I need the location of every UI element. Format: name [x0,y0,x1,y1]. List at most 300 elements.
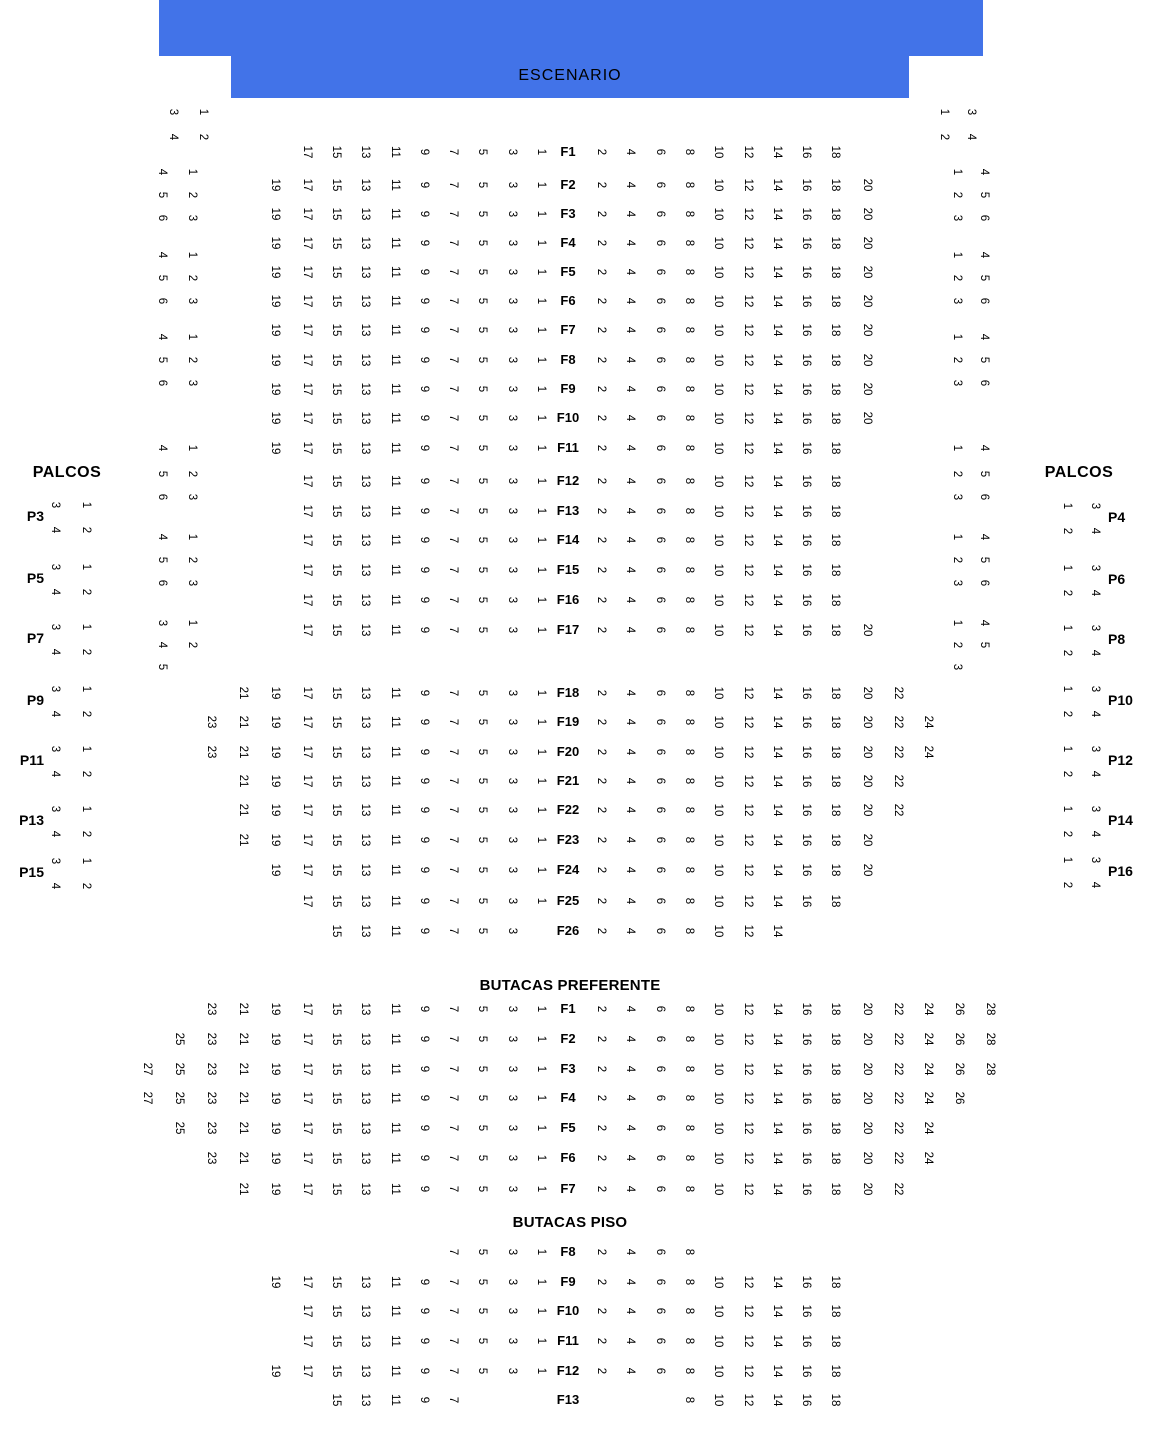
seat[interactable]: 10 [711,474,724,488]
seat[interactable]: 1 [534,1094,547,1102]
seat[interactable]: 16 [799,803,812,817]
seat[interactable]: 2 [594,626,607,634]
seat[interactable]: 20 [860,178,873,192]
seat[interactable]: 6 [653,689,666,697]
seat[interactable]: 10 [711,1275,724,1289]
seat[interactable]: 8 [682,1124,695,1132]
seat[interactable]: 4 [155,444,168,452]
seat[interactable]: 4 [623,777,636,785]
seat[interactable]: 12 [741,1121,754,1135]
seat[interactable]: 3 [505,477,518,485]
seat[interactable]: 19 [268,441,281,455]
seat[interactable]: 1 [534,536,547,544]
seat[interactable]: 9 [417,1154,430,1162]
seat[interactable]: 1 [79,745,92,753]
seat[interactable]: 13 [358,745,371,759]
seat[interactable]: 16 [799,1121,812,1135]
seat[interactable]: 14 [770,353,783,367]
seat[interactable]: 1 [950,444,963,452]
seat[interactable]: 5 [475,444,488,452]
seat[interactable]: 6 [653,1154,666,1162]
seat[interactable]: 7 [446,414,459,422]
seat[interactable]: 13 [358,863,371,877]
seat[interactable]: 7 [446,210,459,218]
seat[interactable]: 15 [329,1121,342,1135]
seat[interactable]: 18 [828,411,841,425]
seat[interactable]: 10 [711,1032,724,1046]
seat[interactable]: 4 [48,770,61,778]
seat[interactable]: 9 [417,1307,430,1315]
seat[interactable]: 1 [534,356,547,364]
seat[interactable]: 3 [950,297,963,305]
seat[interactable]: 23 [204,745,217,759]
seat[interactable]: 19 [268,1364,281,1378]
seat[interactable]: 10 [711,533,724,547]
seat[interactable]: 4 [977,333,990,341]
seat[interactable]: 13 [358,894,371,908]
seat[interactable]: 18 [828,236,841,250]
seat[interactable]: 15 [329,863,342,877]
seat[interactable]: 13 [358,207,371,221]
seat[interactable]: 11 [388,208,401,220]
seat[interactable]: 18 [828,1275,841,1289]
seat[interactable]: 8 [682,297,695,305]
seat[interactable]: 16 [799,1364,812,1378]
seat[interactable]: 12 [741,1182,754,1196]
seat[interactable]: 11 [388,834,401,846]
seat[interactable]: 1 [950,168,963,176]
seat[interactable]: 9 [417,836,430,844]
seat[interactable]: 14 [770,563,783,577]
seat[interactable]: 13 [358,145,371,159]
seat[interactable]: 6 [653,927,666,935]
seat[interactable]: 2 [185,641,198,649]
seat[interactable]: 4 [1088,649,1101,657]
seat[interactable]: 12 [741,1032,754,1046]
seat[interactable]: 15 [329,411,342,425]
seat[interactable]: 18 [828,774,841,788]
seat[interactable]: 18 [828,1364,841,1378]
seat[interactable]: 12 [741,1393,754,1407]
seat[interactable]: 2 [185,274,198,282]
seat[interactable]: 14 [770,1275,783,1289]
seat[interactable]: 8 [682,566,695,574]
seat[interactable]: 8 [682,239,695,247]
seat[interactable]: 17 [300,207,313,221]
seat[interactable]: 24 [921,1091,934,1105]
seat[interactable]: 3 [505,414,518,422]
seat[interactable]: 8 [682,897,695,905]
seat[interactable]: 12 [741,1151,754,1165]
seat[interactable]: 6 [653,1005,666,1013]
seat[interactable]: 7 [446,1337,459,1345]
seat[interactable]: 5 [475,1367,488,1375]
seat[interactable]: 14 [770,323,783,337]
seat[interactable]: 14 [770,533,783,547]
seat[interactable]: 2 [1060,527,1073,535]
seat[interactable]: 3 [505,1367,518,1375]
seat[interactable]: 4 [623,689,636,697]
seat[interactable]: 4 [623,414,636,422]
seat[interactable]: 17 [300,1062,313,1076]
seat[interactable]: 6 [653,385,666,393]
seat[interactable]: 23 [204,715,217,729]
seat[interactable]: 3 [964,108,977,116]
seat[interactable]: 18 [828,686,841,700]
seat[interactable]: 17 [300,382,313,396]
seat[interactable]: 1 [1060,685,1073,693]
seat[interactable]: 16 [799,178,812,192]
seat[interactable]: 1 [534,866,547,874]
seat[interactable]: 6 [653,268,666,276]
seat[interactable]: 2 [196,133,209,141]
seat[interactable]: 4 [623,1185,636,1193]
seat[interactable]: 4 [155,251,168,259]
seat[interactable]: 16 [799,833,812,847]
seat[interactable]: 28 [983,1062,996,1076]
seat[interactable]: 16 [799,686,812,700]
seat[interactable]: 3 [505,1278,518,1286]
seat[interactable]: 3 [505,806,518,814]
seat[interactable]: 11 [388,266,401,278]
seat[interactable]: 5 [475,1185,488,1193]
seat[interactable]: 8 [682,777,695,785]
seat[interactable]: 16 [799,236,812,250]
seat[interactable]: 22 [891,774,904,788]
seat[interactable]: 10 [711,265,724,279]
seat[interactable]: 1 [1060,856,1073,864]
seat[interactable]: 6 [653,181,666,189]
seat[interactable]: 9 [417,1065,430,1073]
seat[interactable]: 13 [358,265,371,279]
seat[interactable]: 17 [300,1275,313,1289]
seat[interactable]: 11 [388,687,401,699]
seat[interactable]: 19 [268,294,281,308]
seat[interactable]: 13 [358,715,371,729]
seat[interactable]: 2 [79,770,92,778]
seat[interactable]: 1 [534,326,547,334]
seat[interactable]: 6 [155,493,168,501]
seat[interactable]: 3 [48,805,61,813]
seat[interactable]: 15 [329,382,342,396]
seat[interactable]: 10 [711,745,724,759]
seat[interactable]: 20 [860,623,873,637]
seat[interactable]: 13 [358,178,371,192]
seat[interactable]: 3 [505,866,518,874]
seat[interactable]: 26 [952,1062,965,1076]
seat[interactable]: 16 [799,294,812,308]
seat[interactable]: 7 [446,181,459,189]
seat[interactable]: 21 [236,1002,249,1016]
seat[interactable]: 8 [682,1396,695,1404]
seat[interactable]: 5 [155,556,168,564]
seat[interactable]: 20 [860,1002,873,1016]
seat[interactable]: 23 [204,1002,217,1016]
seat[interactable]: 4 [48,526,61,534]
seat[interactable]: 3 [505,1035,518,1043]
seat[interactable]: 5 [475,1337,488,1345]
seat[interactable]: 15 [329,533,342,547]
seat[interactable]: 15 [329,1275,342,1289]
seat[interactable]: 19 [268,1275,281,1289]
seat[interactable]: 14 [770,774,783,788]
seat[interactable]: 4 [623,1248,636,1256]
seat[interactable]: 11 [388,442,401,454]
seat[interactable]: 4 [623,897,636,905]
seat[interactable]: 3 [505,148,518,156]
seat[interactable]: 17 [300,686,313,700]
seat[interactable]: 13 [358,686,371,700]
seat[interactable]: 18 [828,504,841,518]
seat[interactable]: 18 [828,1002,841,1016]
seat[interactable]: 6 [653,477,666,485]
seat[interactable]: 9 [417,1035,430,1043]
seat[interactable]: 24 [921,745,934,759]
seat[interactable]: 1 [534,444,547,452]
seat[interactable]: 8 [682,536,695,544]
seat[interactable]: 8 [682,1005,695,1013]
seat[interactable]: 2 [594,1185,607,1193]
seat[interactable]: 10 [711,411,724,425]
seat[interactable]: 12 [741,593,754,607]
seat[interactable]: 9 [417,1124,430,1132]
seat[interactable]: 10 [711,294,724,308]
seat[interactable]: 1 [1060,564,1073,572]
seat[interactable]: 21 [236,1091,249,1105]
seat[interactable]: 2 [594,718,607,726]
seat[interactable]: 13 [358,1121,371,1135]
seat[interactable]: 6 [977,579,990,587]
seat[interactable]: 10 [711,1304,724,1318]
seat[interactable]: 1 [534,748,547,756]
seat[interactable]: 14 [770,715,783,729]
seat[interactable]: 7 [446,148,459,156]
seat[interactable]: 17 [300,1002,313,1016]
seat[interactable]: 15 [329,715,342,729]
seat[interactable]: 5 [475,239,488,247]
seat[interactable]: 12 [741,1364,754,1378]
seat[interactable]: 13 [358,294,371,308]
seat[interactable]: 6 [653,1248,666,1256]
seat[interactable]: 7 [446,689,459,697]
seat[interactable]: 6 [155,214,168,222]
seat[interactable]: 9 [417,326,430,334]
seat[interactable]: 8 [682,1367,695,1375]
seat[interactable]: 12 [741,1062,754,1076]
seat[interactable]: 2 [1060,830,1073,838]
seat[interactable]: 4 [623,326,636,334]
seat[interactable]: 16 [799,504,812,518]
seat[interactable]: 17 [300,504,313,518]
seat[interactable]: 1 [534,1367,547,1375]
seat[interactable]: 19 [268,745,281,759]
seat[interactable]: 24 [921,1032,934,1046]
seat[interactable]: 9 [417,1094,430,1102]
seat[interactable]: 19 [268,863,281,877]
seat[interactable]: 9 [417,1337,430,1345]
seat[interactable]: 9 [417,181,430,189]
seat[interactable]: 5 [475,806,488,814]
seat[interactable]: 20 [860,863,873,877]
seat[interactable]: 14 [770,745,783,759]
seat[interactable]: 14 [770,1032,783,1046]
seat[interactable]: 1 [534,689,547,697]
seat[interactable]: 9 [417,1005,430,1013]
seat[interactable]: 2 [594,1124,607,1132]
seat[interactable]: 16 [799,1151,812,1165]
seat[interactable]: 10 [711,178,724,192]
seat[interactable]: 2 [79,830,92,838]
seat[interactable]: 7 [446,1154,459,1162]
seat[interactable]: 5 [475,1278,488,1286]
seat[interactable]: 1 [185,533,198,541]
seat[interactable]: 2 [594,1005,607,1013]
seat[interactable]: 8 [682,356,695,364]
seat[interactable]: 1 [950,619,963,627]
seat[interactable]: 2 [594,689,607,697]
seat[interactable]: 10 [711,1062,724,1076]
seat[interactable]: 12 [741,533,754,547]
seat[interactable]: 15 [329,474,342,488]
seat[interactable]: 16 [799,441,812,455]
seat[interactable]: 7 [446,239,459,247]
seat[interactable]: 1 [950,251,963,259]
seat[interactable]: 13 [358,533,371,547]
seat[interactable]: 3 [505,1307,518,1315]
seat[interactable]: 18 [828,894,841,908]
seat[interactable]: 15 [329,593,342,607]
seat[interactable]: 13 [358,441,371,455]
seat[interactable]: 11 [388,1305,401,1317]
seat[interactable]: 6 [653,1307,666,1315]
seat[interactable]: 1 [534,566,547,574]
seat[interactable]: 7 [446,566,459,574]
seat[interactable]: 11 [388,324,401,336]
seat[interactable]: 11 [388,1122,401,1134]
seat[interactable]: 11 [388,775,401,787]
seat[interactable]: 9 [417,444,430,452]
seat[interactable]: 3 [1088,685,1101,693]
seat[interactable]: 5 [475,596,488,604]
seat[interactable]: 18 [828,1182,841,1196]
seat[interactable]: 2 [937,133,950,141]
seat[interactable]: 2 [594,836,607,844]
seat[interactable]: 20 [860,1032,873,1046]
seat[interactable]: 12 [741,504,754,518]
seat[interactable]: 3 [48,857,61,865]
seat[interactable]: 8 [682,181,695,189]
seat[interactable]: 4 [623,866,636,874]
seat[interactable]: 9 [417,507,430,515]
seat[interactable]: 6 [653,748,666,756]
seat[interactable]: 3 [1088,745,1101,753]
seat[interactable]: 11 [388,746,401,758]
seat[interactable]: 4 [623,1005,636,1013]
seat[interactable]: 8 [682,385,695,393]
seat[interactable]: 6 [653,326,666,334]
seat[interactable]: 4 [1088,830,1101,838]
seat[interactable]: 26 [952,1032,965,1046]
seat[interactable]: 2 [594,1367,607,1375]
seat[interactable]: 8 [682,626,695,634]
seat[interactable]: 7 [446,326,459,334]
seat[interactable]: 10 [711,1182,724,1196]
seat[interactable]: 4 [623,836,636,844]
seat[interactable]: 2 [594,1154,607,1162]
seat[interactable]: 1 [79,685,92,693]
seat[interactable]: 17 [300,323,313,337]
seat[interactable]: 19 [268,833,281,847]
seat[interactable]: 1 [534,836,547,844]
seat[interactable]: 9 [417,1396,430,1404]
seat[interactable]: 20 [860,1182,873,1196]
seat[interactable]: 25 [172,1121,185,1135]
seat[interactable]: 14 [770,1304,783,1318]
seat[interactable]: 16 [799,1002,812,1016]
seat[interactable]: 4 [1088,881,1101,889]
seat[interactable]: 9 [417,806,430,814]
seat[interactable]: 1 [534,297,547,305]
seat[interactable]: 6 [653,1065,666,1073]
seat[interactable]: 2 [594,536,607,544]
seat[interactable]: 6 [653,596,666,604]
seat[interactable]: 7 [446,536,459,544]
seat[interactable]: 2 [185,356,198,364]
seat[interactable]: 6 [977,379,990,387]
seat[interactable]: 3 [505,326,518,334]
seat[interactable]: 4 [623,748,636,756]
seat[interactable]: 3 [950,214,963,222]
seat[interactable]: 20 [860,803,873,817]
seat[interactable]: 21 [236,745,249,759]
seat[interactable]: 11 [388,505,401,517]
seat[interactable]: 15 [329,833,342,847]
seat[interactable]: 9 [417,1185,430,1193]
seat[interactable]: 16 [799,1182,812,1196]
seat[interactable]: 14 [770,863,783,877]
seat[interactable]: 19 [268,1032,281,1046]
seat[interactable]: 18 [828,294,841,308]
seat[interactable]: 10 [711,894,724,908]
seat[interactable]: 13 [358,1002,371,1016]
seat[interactable]: 5 [475,689,488,697]
seat[interactable]: 3 [1088,502,1101,510]
seat[interactable]: 17 [300,1151,313,1165]
seat[interactable]: 16 [799,411,812,425]
seat[interactable]: 4 [623,718,636,726]
seat[interactable]: 19 [268,1091,281,1105]
seat[interactable]: 9 [417,718,430,726]
seat[interactable]: 15 [329,924,342,938]
seat[interactable]: 16 [799,745,812,759]
seat[interactable]: 15 [329,1091,342,1105]
seat[interactable]: 2 [594,1065,607,1073]
seat[interactable]: 11 [388,179,401,191]
seat[interactable]: 18 [828,1334,841,1348]
seat[interactable]: 5 [475,748,488,756]
seat[interactable]: 18 [828,833,841,847]
seat[interactable]: 7 [446,777,459,785]
seat[interactable]: 18 [828,863,841,877]
seat[interactable]: 4 [623,181,636,189]
seat[interactable]: 16 [799,1304,812,1318]
seat[interactable]: 9 [417,385,430,393]
seat[interactable]: 3 [166,108,179,116]
seat[interactable]: 3 [155,619,168,627]
seat[interactable]: 3 [505,268,518,276]
seat[interactable]: 10 [711,593,724,607]
seat[interactable]: 19 [268,411,281,425]
